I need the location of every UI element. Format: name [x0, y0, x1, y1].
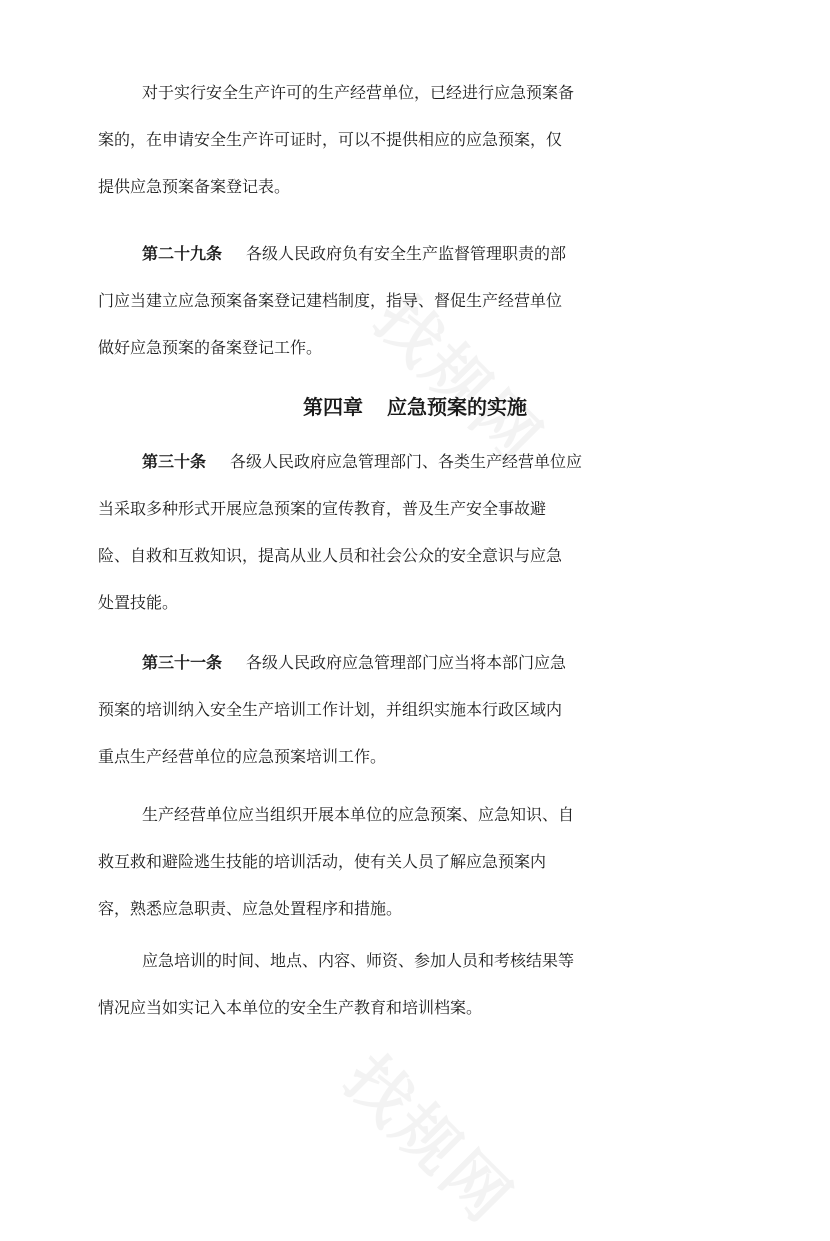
paragraph — [98, 948, 732, 1042]
text-line: 做好应急预案的备案登记工作。 — [98, 338, 323, 357]
article-number: 第三十一条 — [142, 653, 223, 672]
text-line — [142, 241, 732, 288]
article-text: 各级人民政府应急管理部门应当将本部门应急 — [246, 653, 567, 672]
paragraph — [98, 802, 732, 943]
text-line: 情况应当如实记入本单位的安全生产教育和培训档案。 — [98, 998, 483, 1017]
text-line: 预案的培训纳入安全生产培训工作计划，并组织实施本行政区域内 — [98, 700, 563, 719]
text-line: 应急培训的时间、地点、内容、师资、参加人员和考核结果等 — [142, 951, 575, 970]
article-29 — [98, 241, 732, 382]
text-line: 险、自救和互救知识，提高从业人员和社会公众的安全意识与应急 — [98, 546, 563, 565]
article-31 — [98, 650, 732, 791]
text-line: 案的，在申请安全生产许可证时，可以不提供相应的应急预案，仅 — [98, 130, 563, 149]
paragraph — [98, 80, 732, 221]
text-line: 对于实行安全生产许可的生产经营单位，已经进行应急预案备 — [142, 83, 575, 102]
chapter-title: 应急预案的实施 — [387, 395, 527, 419]
text-line: 救互救和避险逃生技能的培训活动，使有关人员了解应急预案内 — [98, 852, 547, 871]
text-line: 门应当建立应急预案备案登记建档制度，指导、督促生产经营单位 — [98, 291, 563, 310]
text-line: 生产经营单位应当组织开展本单位的应急预案、应急知识、自 — [142, 805, 575, 824]
text-line — [142, 650, 732, 697]
chapter-heading — [0, 384, 830, 431]
article-30 — [98, 449, 732, 637]
text-line: 处置技能。 — [98, 593, 179, 612]
text-line: 提供应急预案备案登记表。 — [98, 177, 291, 196]
watermark — [327, 1031, 536, 1240]
text-line — [142, 449, 732, 496]
text-line: 当采取多种形式开展应急预案的宣传教育，普及生产安全事故避 — [98, 499, 547, 518]
article-number: 第二十九条 — [142, 244, 223, 263]
article-text: 各级人民政府负有安全生产监督管理职责的部 — [246, 244, 567, 263]
text-line: 重点生产经营单位的应急预案培训工作。 — [98, 747, 387, 766]
chapter-number: 第四章 — [303, 395, 363, 419]
article-number: 第三十条 — [142, 452, 207, 471]
text-line: 容，熟悉应急职责、应急处置程序和措施。 — [98, 899, 403, 918]
article-text: 各级人民政府应急管理部门、各类生产经营单位应 — [230, 452, 583, 471]
